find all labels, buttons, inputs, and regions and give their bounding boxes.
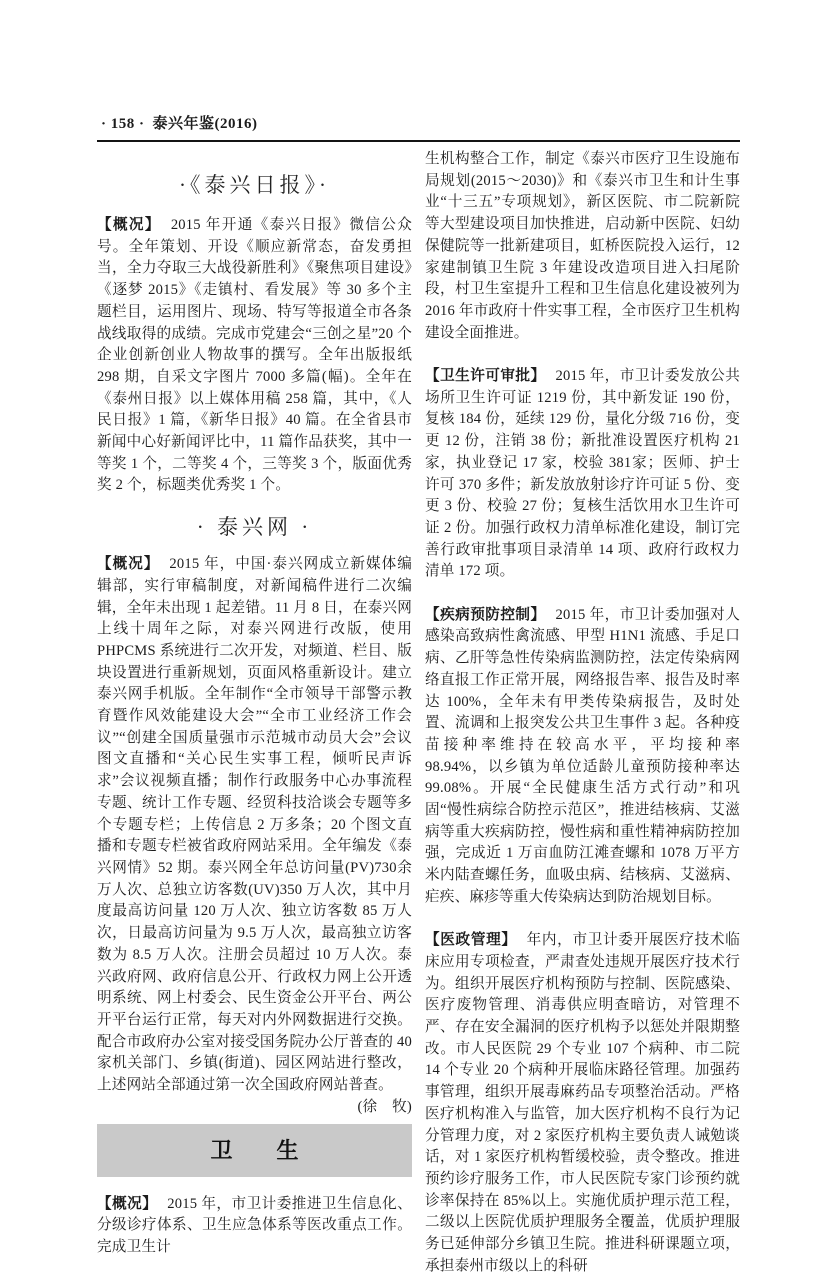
entry-label: 【疾病预防控制】 bbox=[425, 606, 546, 623]
entry-label: 【卫生许可审批】 bbox=[425, 368, 546, 385]
entry-text: 2015 年开通《泰兴日报》微信公众号。全年策划、开设《顺应新常态，奋发勇担当，全力夺取三大战役新胜利》《聚焦项目建设》《逐梦 2015》《走镇村、看发展》等 30 多个主题栏目，运用图片、现场、特写等报道全市各条战线取得的成绩。完成市党建会“三创之星”20 个企业创新创业人物故事的撰写。全年出版报纸 298 期，自采文字图片 7000 多篇(幅)。全年在《泰州日报》以上媒体用稿 258 篇，其中，《人民日报》1 篇，《新华日报》40 篇。在全省县市新闻中心好新闻评比中，11 篇作品获奖，其中一等奖 1 个，二等奖 4 个，三等奖 3 个，版面优秀奖 2 个，标题类优秀奖 1 个。 bbox=[97, 217, 412, 494]
overview-paragraph-taixing-net bbox=[97, 554, 412, 1115]
overview-paragraph-taixing-daily bbox=[97, 215, 412, 497]
header-rule bbox=[97, 140, 740, 142]
section-heading-taixing-daily: ·《泰兴日报》· bbox=[179, 173, 330, 197]
entry-label: 【概况】 bbox=[97, 1195, 158, 1212]
entry-label: 【概况】 bbox=[97, 556, 160, 573]
two-column-layout bbox=[97, 149, 740, 1278]
entry-text: 2015 年，市卫计委发放公共场所卫生许可证 1219 份，其中新发证 190 份，复核 184 份，延续 129 份，量化分级 716 份，变更 12 份，注销 38 份；新批准设置医疗机构 21 家，执业登记 17 家，校验 381家；医师、护士许可 370 多件；新发放放射诊疗许可证 5 份、变更 3 份、校验 27 份；复核生活饮用水卫生许可证 2 份。加强行政权力清单标准化建设，制订完善行政审批事项目录清单 14 项、政府行政权力清单 172 项。 bbox=[425, 368, 740, 580]
entry-label: 【概况】 bbox=[97, 217, 161, 233]
author-attribution: (徐 牧) bbox=[357, 1098, 412, 1115]
paragraph-medical-administration bbox=[425, 930, 740, 1277]
overview-paragraph-health bbox=[97, 1194, 412, 1259]
entry-text: 2015 年，市卫计委推进卫生信息化、分级诊疗体系、卫生应急体系等医改重点工作。完成卫生计 bbox=[97, 1195, 412, 1256]
left-column bbox=[97, 149, 412, 1278]
paragraph-disease-prevention bbox=[425, 605, 740, 909]
entry-text: 生机构整合工作，制定《泰兴市医疗卫生设施布局规划(2015～2030)》和《泰兴市卫生和计生事业“十三五”专项规划》，新区医院、市二院新院等大型建设项目加快推进，启动新中医院、妇幼保健院等一批新建项目，虹桥医院投入运行，12 家建制镇卫生院 3 年建设改造项目进入扫尾阶段，村卫生室提升工程和卫生信息化建设被列为 2016 年市政府十件实事工程，全市医疗卫生机构建设全面推进。 bbox=[425, 151, 740, 341]
page-number: · 158 · bbox=[101, 116, 145, 132]
book-title: 泰兴年鉴(2016) bbox=[152, 116, 258, 132]
entry-text: 2015 年，市卫计委加强对人感染高致病性禽流感、甲型 H1N1 流感、手足口病、乙肝等急性传染病监测防控，法定传染病网络直报工作正常开展，网络报告率、报告及时率达 100%，全年未有甲类传染病报告，及时处置、流调和上报突发公共卫生事件 3 起。各种疫苗接种率维持在较高水平，平均接种率 98.94%，以乡镇为单位适龄儿童预防接种率达 99.08%。开展“全民健康生活方式行动”和巩固“慢性病综合防控示范区”，推进结核病、艾滋病等重大疾病防控，慢性病和重性精神病防控加强，完成近 1 万亩血防江滩查螺和 1078 万平方米内陆查螺任务，血吸虫病、结核病、艾滋病、疟疾、麻疹等重大传染病达到防治规划目标。 bbox=[425, 606, 740, 905]
health-overview-continuation-paragraph bbox=[425, 149, 740, 344]
entry-text: 年内，市卫计委开展医疗技术临床应用专项检查，严肃查处违规开展医疗技术行为。组织开展医疗机构预防与控制、医院感染、医疗废物管理、消毒供应明查暗访，对管理不严、存在安全漏洞的医疗机构予以惩处并限期整改。市人民医院 29 个专业 107 个病种、市二院 14 个专业 20 个病种开展临床路径管理。加强药事管理，组织开展毒麻药品专项整治活动。严格医疗机构准入与监管，加大医疗机构不良行为记分管理力度，对 2 家医疗机构主要负责人诫勉谈话，对 1 家医疗机构暂缓校验，责令整改。推进预约诊疗服务工作，市人民医院专家门诊预约就诊率保持在 85%以上。实施优质护理示范工程，二级以上医院优质护理服务全覆盖，优质护理服务已延伸部分乡镇卫生院。推进科研课题立项，承担泰州市级以上的科研 bbox=[425, 932, 740, 1274]
entry-text: 2015 年，中国·泰兴网成立新媒体编辑部，实行审稿制度，对新闻稿件进行二次编辑，全年未出现 1 起差错。11 月 8 日，在泰兴网上线十周年之际，对泰兴网进行改版，使用 PHPCMS 系统进行二次开发，对频道、栏目、版块设置进行重新规划，页面风格重新设计。建立泰兴网手机版。全年制作“全市领导干部警示教育暨作风效能建设大会”“全市工业经济工作会议”“创建全国质量强市示范城市动员大会”会议图文直播和“关心民生实事工程，倾听民声诉求”会议视频直播；制作行政服务中心办事流程专题、统计工作专题、经贸科技洽谈会专题等多个专题专栏；上传信息 2 万多条；20 个图文直播和专题专栏被省政府网站采用。全年编发《泰兴网情》52 期。泰兴网全年总访问量(PV)730余万人次、总独立访客数(UV)350 万人次，其中月度最高访问量 120 万人次、独立访客数 85 万人次，日最高访问量为 9.5 万人次，最高独立访客数为 8.5 万人次。注册会员超过 10 万人次。泰兴政府网、政府信息公开、行政权力网上公开透明系统、网上村委会、民生资金公开平台、两公开平台运行正常，每天对内外网数据进行交换。配合市政府办公室对接受国务院办公厅普查的 40 家机关部门、乡镇(街道)、园区网站进行整改，上述网站全部通过第一次全国政府网站普查。 bbox=[97, 556, 412, 1094]
right-column bbox=[425, 149, 740, 1278]
paragraph-health-licensing bbox=[425, 366, 740, 583]
running-header bbox=[97, 112, 740, 133]
section-heading-taixing-net: · 泰兴网 · bbox=[196, 515, 313, 540]
section-banner-health: 卫 生 bbox=[97, 1124, 412, 1177]
entry-label: 【医政管理】 bbox=[425, 932, 517, 949]
